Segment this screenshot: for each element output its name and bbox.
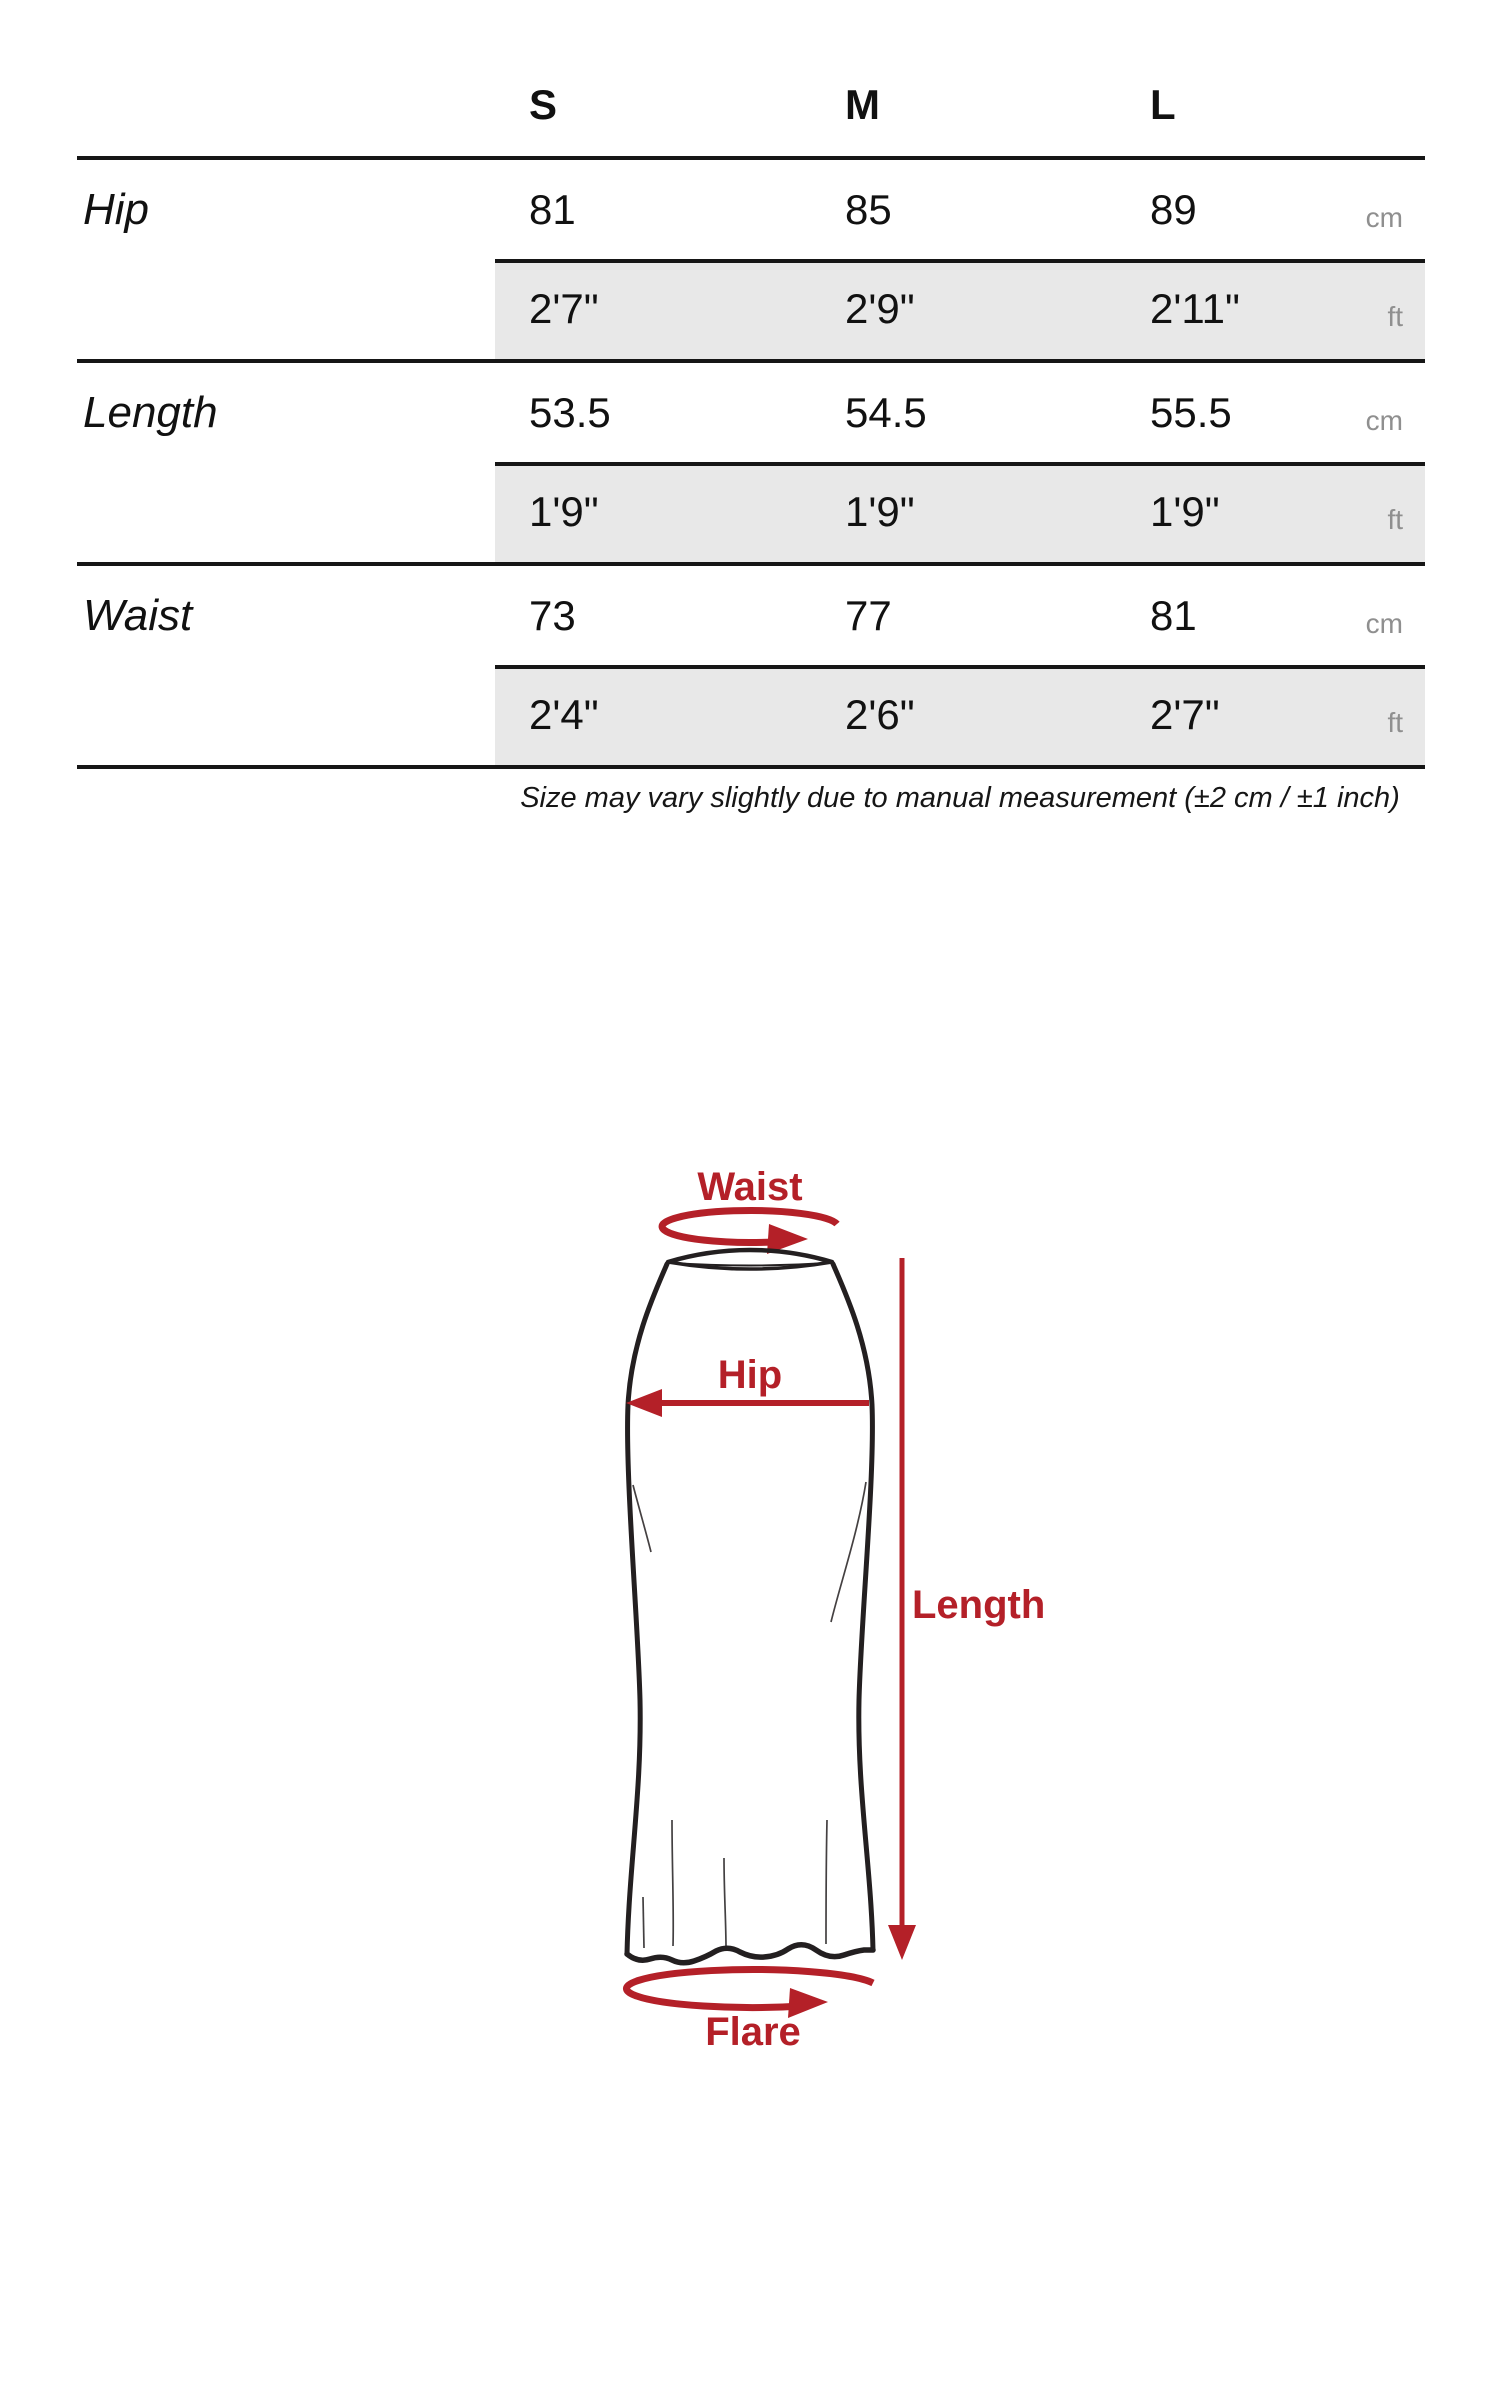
- hip-ft-m: 2'9": [845, 285, 915, 332]
- length-label: Length: [912, 1583, 1046, 1627]
- measurement-group-hip: [77, 156, 1425, 359]
- hip-cm-s: 81: [529, 185, 576, 233]
- fold-lines: [633, 1482, 866, 1948]
- hip-ft-s: 2'7": [529, 285, 599, 332]
- waist-ft-l: 2'7": [1150, 691, 1220, 738]
- skirt-measurement-diagram: [560, 1140, 1080, 2080]
- unit-ft: ft: [1387, 301, 1403, 332]
- length-ft-s: 1'9": [529, 488, 599, 535]
- table-row: [77, 566, 1425, 665]
- hip-cm-m: 85: [845, 185, 892, 233]
- waist-girth-arrow: [662, 1211, 837, 1254]
- table-row: [77, 160, 1425, 259]
- waist-cm-s: 73: [529, 591, 576, 639]
- size-table: [77, 40, 1425, 769]
- table-row: [77, 665, 1425, 765]
- hip-cm-l: 89: [1150, 185, 1197, 233]
- unit-ft: ft: [1387, 504, 1403, 535]
- length-ft-l: 1'9": [1150, 488, 1220, 535]
- length-cm-s: 53.5: [529, 388, 611, 436]
- waist-cm-l: 81: [1150, 591, 1197, 639]
- size-table-header: [77, 40, 1425, 156]
- size-header-s: S: [529, 81, 558, 128]
- table-row: [77, 259, 1425, 359]
- length-cm-m: 54.5: [845, 388, 927, 436]
- waist-ft-m: 2'6": [845, 691, 915, 738]
- measurement-disclaimer: Size may vary slightly due to manual measurement (±2 cm / ±1 inch): [520, 782, 1400, 814]
- unit-ft: ft: [1387, 707, 1403, 738]
- waist-cm-m: 77: [845, 591, 892, 639]
- waist-ft-s: 2'4": [529, 691, 599, 738]
- flare-label: Flare: [705, 2010, 801, 2054]
- size-header-l: L: [1150, 81, 1176, 128]
- row-label-hip: Hip: [83, 184, 150, 234]
- length-ft-m: 1'9": [845, 488, 915, 535]
- length-cm-l: 55.5: [1150, 388, 1232, 436]
- hip-label: Hip: [717, 1353, 783, 1397]
- measurement-group-waist: [77, 562, 1425, 765]
- row-label-length: Length: [83, 387, 218, 437]
- size-header-m: M: [845, 81, 880, 128]
- unit-cm: cm: [1365, 607, 1403, 639]
- table-row: [77, 462, 1425, 562]
- measurement-group-length: [77, 359, 1425, 562]
- row-label-waist: Waist: [83, 590, 193, 640]
- table-row: [77, 363, 1425, 462]
- hip-ft-l: 2'11": [1150, 285, 1240, 332]
- waist-label: Waist: [697, 1165, 803, 1209]
- unit-cm: cm: [1365, 201, 1403, 233]
- unit-cm: cm: [1365, 404, 1403, 436]
